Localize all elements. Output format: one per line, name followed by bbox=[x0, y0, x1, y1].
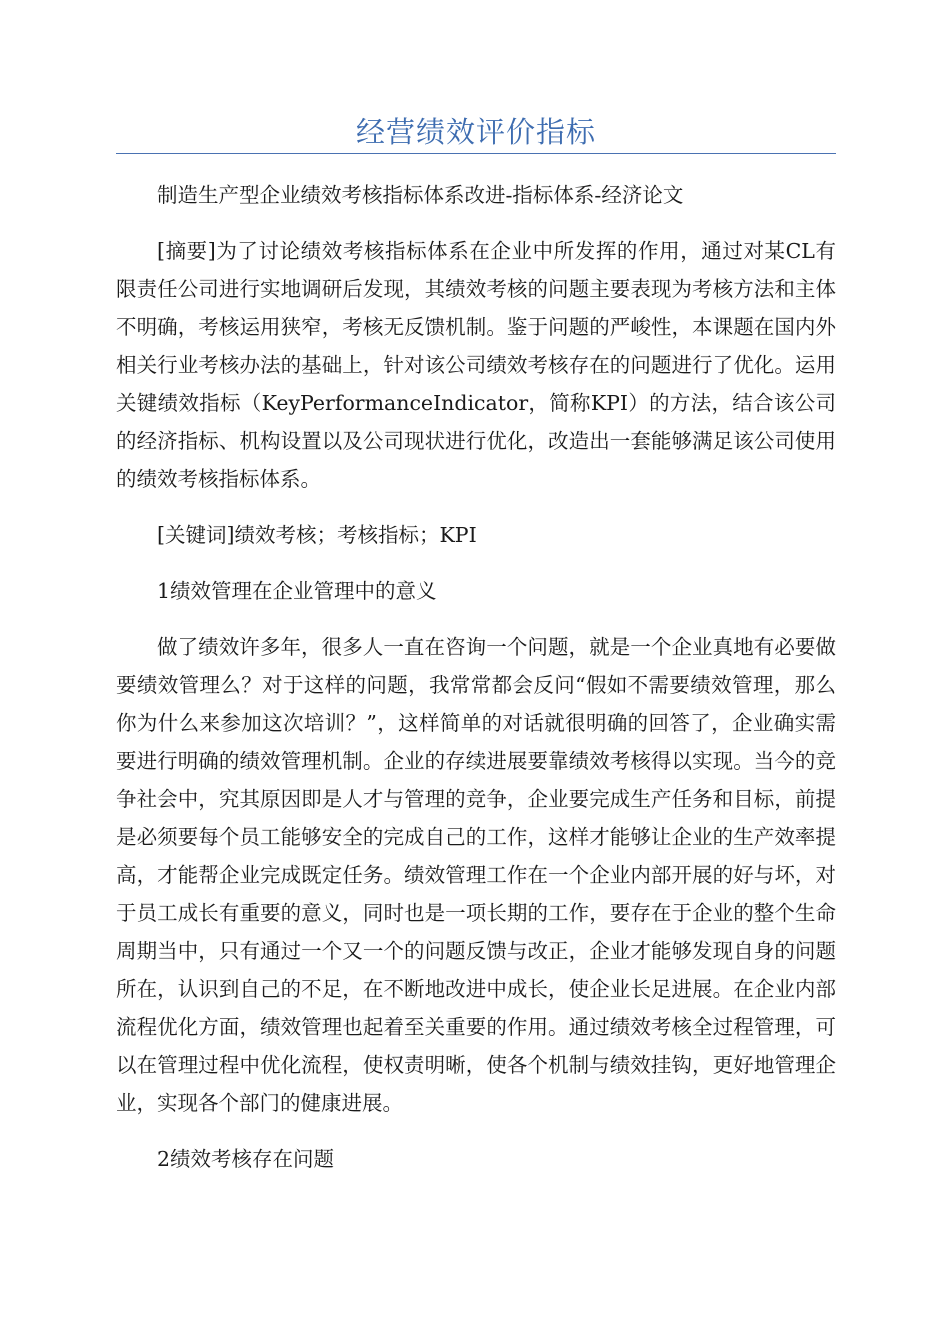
abstract-paragraph: [摘要]为了讨论绩效考核指标体系在企业中所发挥的作用，通过对某CL有限责任公司进行实地调研后发现，其绩效考核的问题主要表现为考核方法和主体不明确，考核运用狭窄，考核无反馈机制。鉴于问题的严峻性，本课题在国内外相关行业考核办法的基础上，针对该公司绩效考核存在的问题进行了优化。运用关键绩效指标（KeyPerformanceIndicator，简称KPI）的方法，结合该公司的经济指标、机构设置以及公司现状进行优化，改造出一套能够满足该公司使用的绩效考核指标体系。 bbox=[116, 239, 836, 491]
title-underline bbox=[116, 153, 836, 154]
document-title: 经营绩效评价指标 bbox=[355, 115, 596, 149]
document-body bbox=[116, 176, 836, 1196]
section-2-heading: 2绩效考核存在问题 bbox=[157, 1147, 335, 1171]
keywords-line: [关键词]绩效考核；考核指标；KPI bbox=[157, 523, 477, 547]
document-subtitle: 制造生产型企业绩效考核指标体系改进-指标体系-经济论文 bbox=[157, 183, 684, 207]
section-1-paragraph: 做了绩效许多年，很多人一直在咨询一个问题，就是一个企业真地有必要做要绩效管理么？对于这样的问题，我常常都会反问“假如不需要绩效管理，那么你为什么来参加这次培训？”，这样简单的对话就很明确的回答了，企业确实需要进行明确的绩效管理机制。企业的存续进展要靠绩效考核得以实现。当今的竞争社会中，究其原因即是人才与管理的竞争，企业要完成生产任务和目标，前提是必须要每个员工能够安全的完成自己的工作，这样才能够让企业的生产效率提高，才能帮企业完成既定任务。绩效管理工作在一个企业内部开展的好与坏，对于员工成长有重要的意义，同时也是一项长期的工作，要存在于企业的整个生命周期当中，只有通过一个又一个的问题反馈与改正，企业才能够发现自身的问题所在，认识到自己的不足，在不断地改进中成长，使企业长足进展。在企业内部流程优化方面，绩效管理也起着至关重要的作用。通过绩效考核全过程管理，可以在管理过程中优化流程，使权责明晰，使各个机制与绩效挂钩，更好地管理企业，实现各个部门的健康进展。 bbox=[116, 635, 836, 1115]
section-1-heading: 1绩效管理在企业管理中的意义 bbox=[157, 579, 437, 603]
